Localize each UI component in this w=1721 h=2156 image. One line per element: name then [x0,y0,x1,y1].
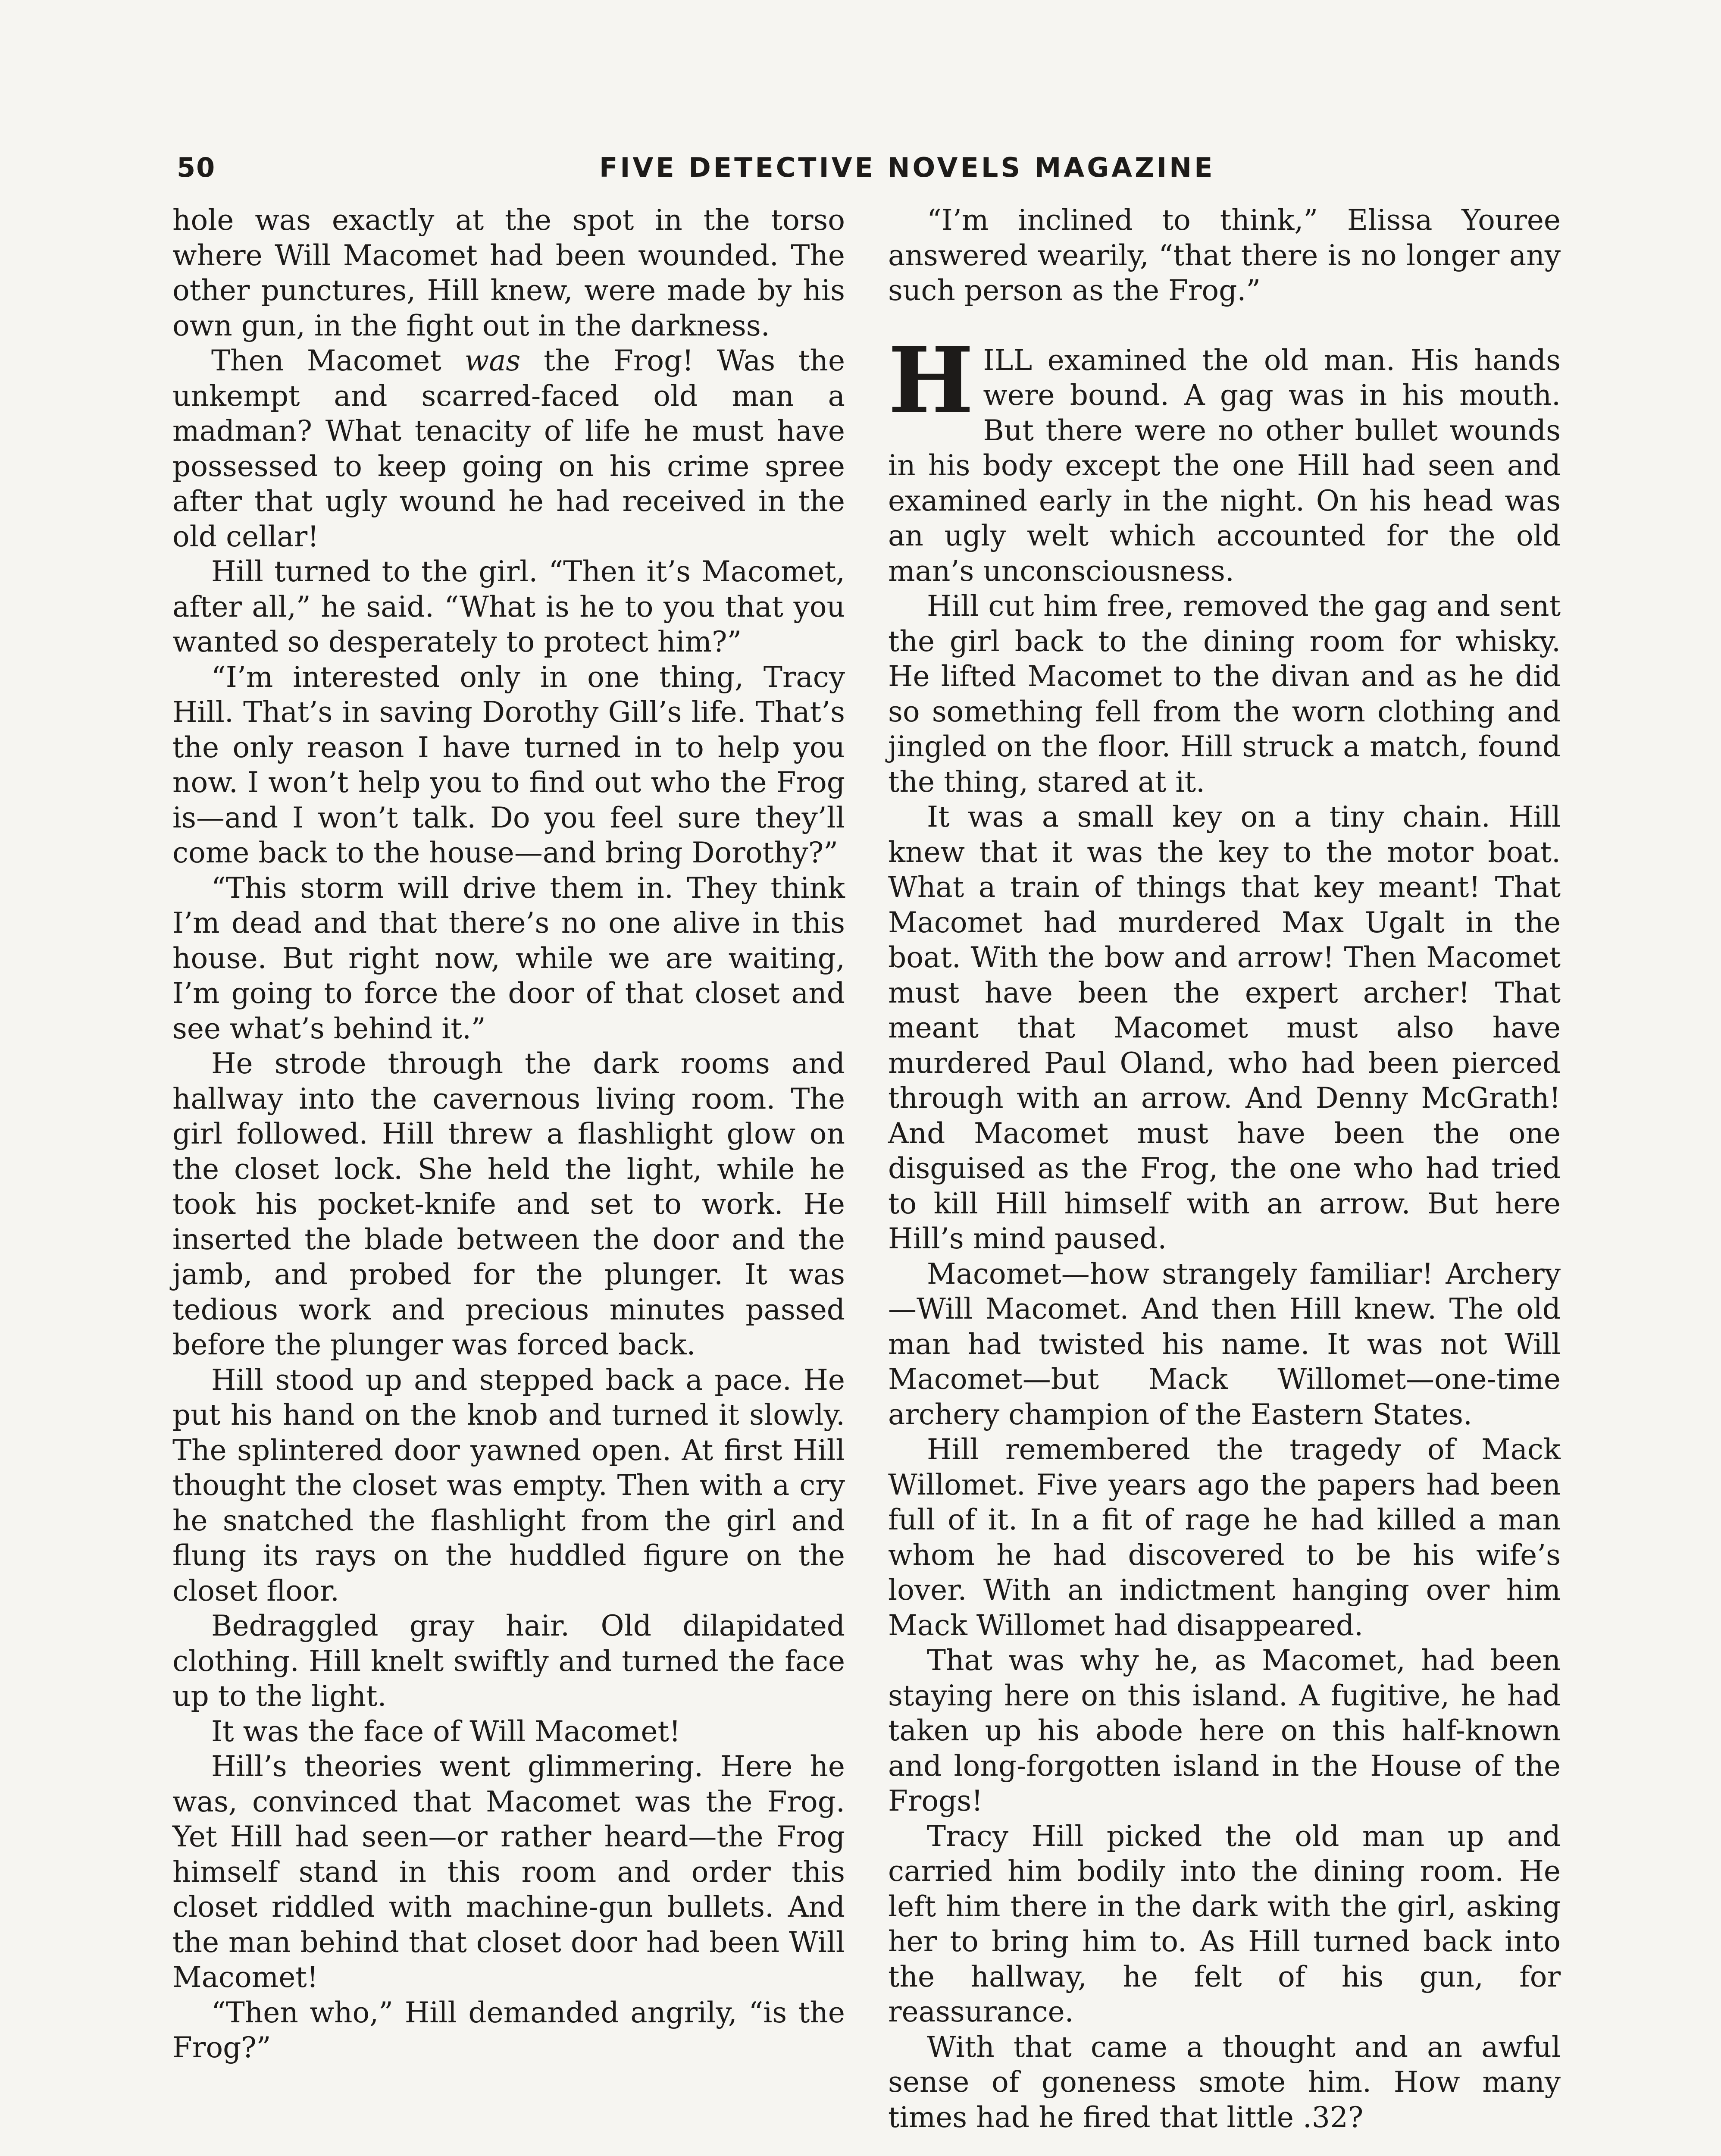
paragraph-text: ILL examined the old man. His hands were bound. A gag was in his mouth. But there were no other bullet wounds in his body except the one Hill had seen and examined early in the night. On his head was an ugly welt which accounted for the old man’s unconsciousness. [888,343,1561,588]
paragraph: “This storm will drive them in. They think I’m dead and that there’s no one alive in this house. But right now, while we are waiting, I’m going to force the door of that closet and see what’s behind it.” [172,871,845,1045]
paragraph: Macomet—how strangely familiar! Archery—Will Macomet. And then Hill knew. The old man had twisted his name. It was not Will Macomet—but Mack Willomet—one-time archery champion of the Eastern States. [888,1257,1561,1431]
paragraph: He strode through the dark rooms and hallway into the cavernous living room. The girl followed. Hill threw a flashlight glow on the closet lock. She held the light, while he took his pocket-knife and set to work. He inserted the blade between the door and the jamb, and probed for the plunger. It was tedious work and precious minutes passed before the plunger was forced back. [172,1047,845,1361]
page-number: 50 [177,152,216,183]
paragraph: It was a small key on a tiny chain. Hill knew that it was the key to the motor boat. What a train of things that key meant! That Macomet had murdered Max Ugalt in the boat. With the bow and arrow! Then Macomet must have been the expert archer! That meant that Macomet must also have murdered Paul Oland, who had been pierced through with an arrow. And Denny McGrath! And Macomet must have been the one disguised as the Frog, the one who had tried to kill Hill himself with an arrow. But here Hill’s mind paused. [888,800,1561,1255]
paragraph: That was why he, as Macomet, had been staying here on this island. A fugitive, he had taken up his abode here on this half-known and long-forgotten island in the House of the Frogs! [888,1644,1561,1818]
right-column [888,203,1561,2135]
paragraph: Hill turned to the girl. “Then it’s Macomet, after all,” he said. “What is he to you that you wanted so desperately to protect him?” [172,555,845,658]
left-column [172,203,845,2065]
paragraph-text: Then Macomet [211,344,465,377]
drop-cap: H [888,327,974,434]
paragraph: Hill remembered the tragedy of Mack Willomet. Five years ago the papers had been full of it. In a fit of rage he had killed a man whom he had discovered to be his wife’s lover. With an indictment hanging over him Mack Willomet had disappeared. [888,1433,1561,1642]
paragraph-text: the Frog! Was the unkempt and scarred-faced old man a madman? What tenacity of life he must have possessed to keep going on his crime spree after that ugly wound he had received in the old cellar! [172,344,845,553]
paragraph: Hill’s theories went glimmering. Here he was, convinced that Macomet was the Frog. Yet Hill had seen—or rather heard—the Frog himself stand in this room and order this closet riddled with machine-gun bullets. And the man behind that closet door had been Will Macomet! [172,1750,845,1994]
paragraph [172,343,845,554]
emphasis-text: was [464,344,521,377]
paragraph: “I’m inclined to think,” Elissa Youree answered wearily, “that there is no longer any such person as the Frog.” [888,204,1561,307]
paragraph: It was the face of Will Macomet! [211,1714,681,1748]
paragraph: Hill cut him free, removed the gag and sent the girl back to the dining room for whisky. He lifted Macomet to the divan and as he did so something fell from the worn clothing and jingled on the floor. Hill struck a match, found the thing, stared at it. [888,589,1561,799]
section-opening-paragraph [888,327,1561,589]
page-header [177,152,1565,199]
paragraph: “I’m interested only in one thing, Tracy Hill. That’s in saving Dorothy Gill’s life. That’s the only reason I have turned in to help you now. I won’t help you to find out who the Frog is—and I won’t talk. Do you feel sure they’ll come back to the house—and bring Dorothy?” [172,660,845,869]
paragraph: Bedraggled gray hair. Old dilapidated clothing. Hill knelt swiftly and turned the face up to the light. [172,1609,845,1713]
paragraph: With that came a thought and an awful sense of goneness smote him. How many times had he fired that little .32? [888,2030,1561,2134]
paragraph: Tracy Hill picked the old man up and carried him bodily into the dining room. He left him there in the dark with the girl, asking her to bring him to. As Hill turned back into the hallway, he felt of his gun, for reassurance. [888,1819,1561,2028]
paragraph: Hill stood up and stepped back a pace. He put his hand on the knob and turned it slowly. The splintered door yawned open. At first Hill thought the closet was empty. Then with a cry he snatched the flashlight from the girl and flung its rays on the huddled figure on the closet floor. [172,1363,845,1608]
paragraph: hole was exactly at the spot in the torso where Will Macomet had been wounded. The other punctures, Hill knew, were made by his own gun, in the fight out in the darkness. [172,204,845,342]
running-head: FIVE DETECTIVE NOVELS MAGAZINE [599,152,1215,183]
paragraph: “Then who,” Hill demanded angrily, “is the Frog?” [172,1996,845,2064]
